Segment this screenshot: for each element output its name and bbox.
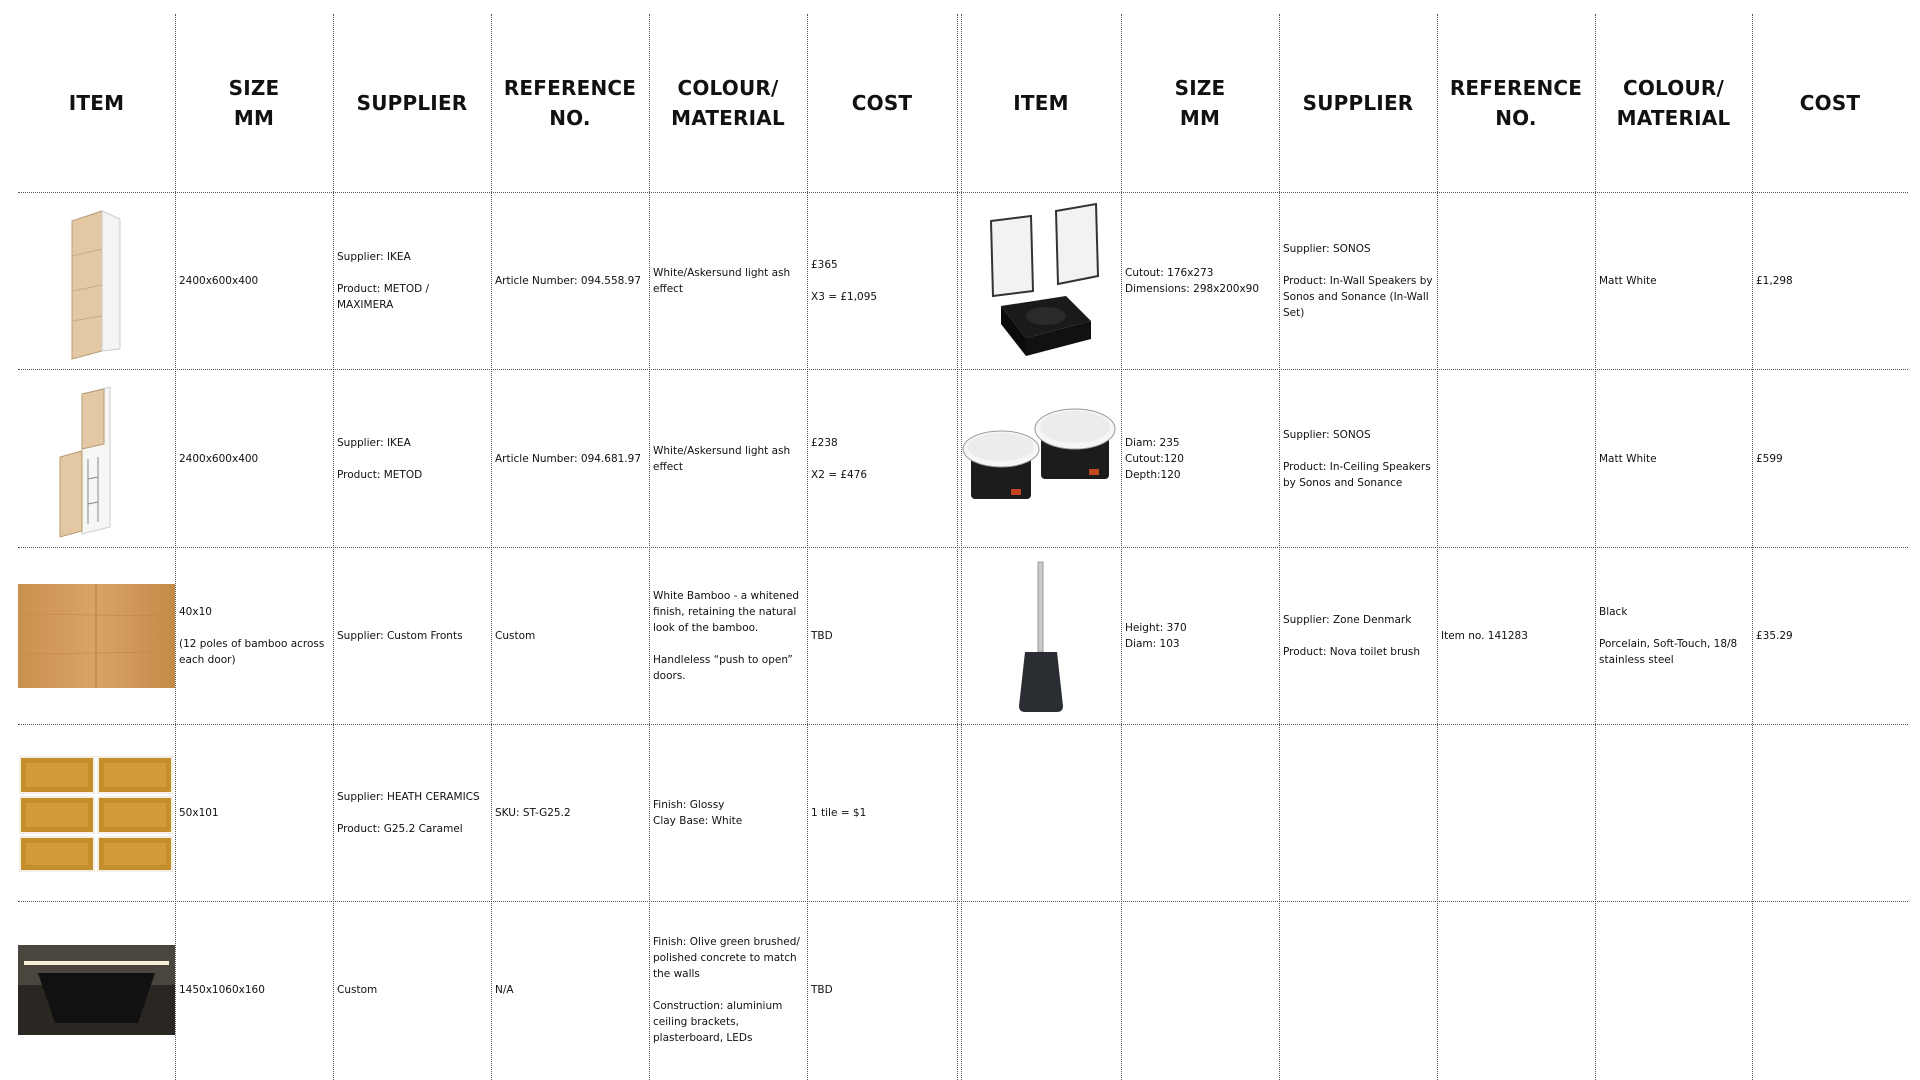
tall-cabinet-pullout-image: [18, 370, 175, 547]
header-item: ITEM: [68, 91, 125, 115]
reference-cell: Item no. 141283: [1441, 630, 1528, 642]
header-cost: COST: [851, 91, 913, 115]
size-cell: Cutout: 176x273 Dimensions: 298x200x90: [1125, 267, 1260, 295]
colour-cell: Matt White: [1599, 275, 1657, 287]
size-cell: 50x101: [179, 807, 219, 819]
cost-cell: £599: [1756, 452, 1783, 465]
header-reference: REFERENCE NO.: [503, 76, 637, 130]
size-cell: 1450x1060x160: [179, 984, 265, 996]
size-cell: 2400x600x400: [179, 275, 259, 287]
reference-cell: Article Number: 094.558.97: [495, 275, 642, 287]
colour-cell: White/Askersund light ash effect: [653, 444, 791, 473]
cost-cell: £1,298: [1756, 275, 1793, 287]
supplier-cell: Supplier: IKEA Product: METOD: [337, 436, 423, 481]
reference-cell: SKU: ST-G25.2: [495, 807, 571, 819]
bamboo-panel-image: [18, 548, 175, 724]
colour-cell: Matt White: [1599, 452, 1657, 465]
size-cell: 40x10 (12 poles of bamboo across each door): [179, 606, 325, 666]
header-item: ITEM: [1013, 91, 1069, 115]
supplier-cell: Custom: [337, 984, 378, 996]
header-cost: COST: [1799, 91, 1861, 115]
size-cell: Diam: 235 Cutout:120 Depth:120: [1125, 436, 1184, 481]
supplier-cell: Supplier: HEATH CERAMICS Product: G25.2 Caramel: [337, 791, 480, 835]
cost-cell: TBD: [811, 630, 833, 642]
cost-cell: 1 tile = $1: [811, 807, 867, 819]
colour-cell: Finish: Olive green brushed/ polished concrete to match the walls Construction: aluminium ceiling brackets, plasterboard, LEDs: [653, 936, 800, 1044]
header-reference: REFERENCE NO.: [1449, 76, 1583, 130]
colour-cell: White/Askersund light ash effect: [653, 267, 791, 295]
colour-cell: Black Porcelain, Soft-Touch, 18/8 stainless steel: [1599, 606, 1738, 666]
header-supplier: SUPPLIER: [356, 91, 468, 115]
reference-cell: Article Number: 094.681.97: [495, 452, 642, 465]
cost-cell: TBD: [811, 984, 833, 996]
cost-cell: £35.29: [1756, 630, 1793, 642]
in-wall-speakers-image: [961, 193, 1121, 369]
header-supplier: SUPPLIER: [1302, 91, 1414, 115]
ceiling-light-box-image: [18, 902, 175, 1078]
toilet-brush-image: [961, 548, 1121, 724]
in-ceiling-speakers-image: [961, 370, 1121, 547]
header-colour-material: COLOUR/ MATERIAL: [671, 76, 785, 130]
supplier-cell: Supplier: Zone Denmark Product: Nova toilet brush: [1283, 614, 1421, 658]
supplier-cell: Supplier: IKEA Product: METOD / MAXIMERA: [337, 251, 430, 311]
reference-cell: [1437, 193, 1595, 369]
cost-cell: £365 X3 = £1,095: [811, 259, 878, 303]
cost-cell: £238 X2 = £476: [811, 436, 868, 481]
caramel-tiles-image: [18, 725, 175, 901]
header-size: SIZE MM: [1174, 76, 1226, 130]
reference-cell: Custom: [495, 630, 536, 642]
header-colour-material: COLOUR/ MATERIAL: [1616, 76, 1731, 130]
reference-cell: N/A: [495, 984, 514, 996]
supplier-cell: Supplier: Custom Fronts: [337, 630, 463, 642]
colour-cell: White Bamboo - a whitened finish, retaining the natural look of the bamboo. Handleless “push to open” doors.: [653, 590, 800, 682]
size-cell: 2400x600x400: [179, 452, 259, 465]
colour-cell: Finish: Glossy Clay Base: White: [653, 799, 743, 827]
supplier-cell: Supplier: SONOS Product: In-Wall Speakers by Sonos and Sonance (In-Wall Set): [1283, 243, 1433, 319]
supplier-cell: Supplier: SONOS Product: In-Ceiling Speakers by Sonos and Sonance: [1283, 428, 1431, 489]
reference-cell: [1437, 370, 1595, 547]
tall-cabinet-drawers-image: [18, 193, 175, 369]
header-size: SIZE MM: [228, 76, 280, 130]
size-cell: Height: 370 Diam: 103: [1125, 622, 1187, 650]
